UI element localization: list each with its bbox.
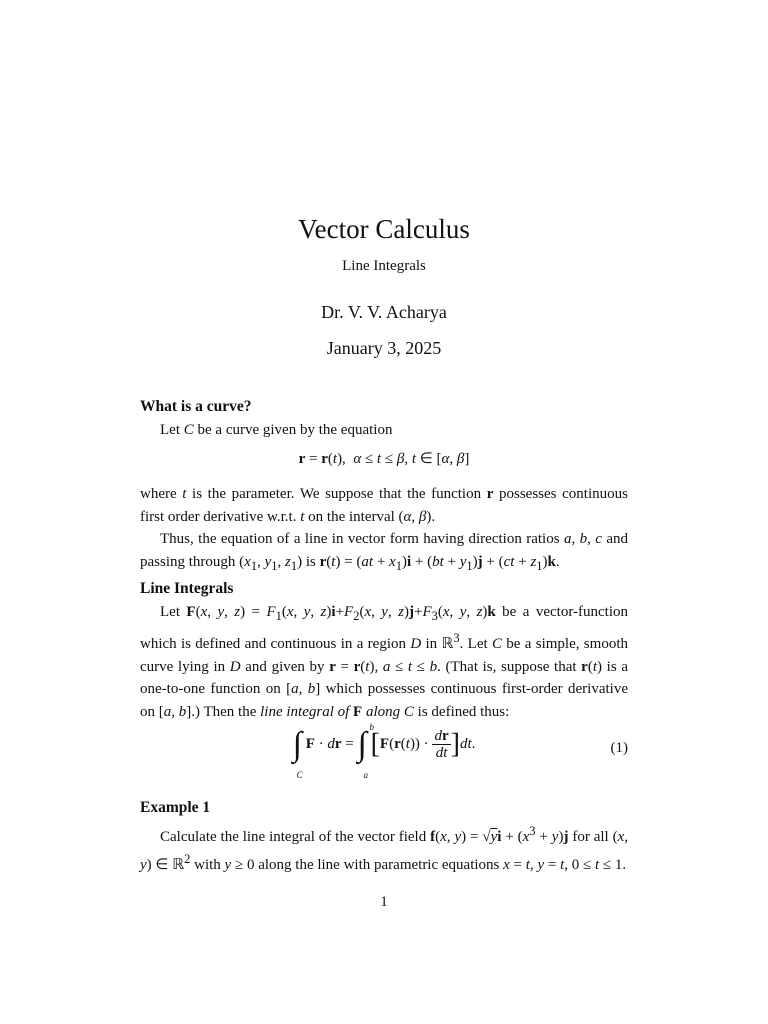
curve-intro-text: Let C be a curve given by the equation xyxy=(160,421,393,438)
section-what-is-a-curve xyxy=(140,396,628,441)
parameter-paragraph: where t is the parameter. We suppose that the function r possesses continuous first order derivative w.r.t. t on the interval (α, β). xyxy=(140,486,628,525)
curve-equation: r = r(t), α ≤ t ≤ β, t ∈ [α, β] xyxy=(298,451,470,467)
curve-explanation xyxy=(140,483,628,577)
example-1 xyxy=(140,797,628,877)
document-date: January 3, 2025 xyxy=(326,338,442,358)
section-line-integrals xyxy=(140,578,628,723)
example-1-text: Calculate the line integral of the vector field f(x, $y) = √yi + (x^3 + y)j$ for all (x, y) ∈ ℝ$^2$ with y ≥ 0 along the line with parametric equations x = t, y = t, 0 ≤ t ≤ 1. xyxy=(140,823,628,873)
line-integral-definition: Let F(x, y, $z) = F_1(x$, y, $z)i+F_2(x$, y, $z)j+F_3(x$, y, z)k be a vector-function which is defined and continuous in a region D in ℝ$^3$. Let C be a simple, smooth curve lying in D and given by r = r(t), a ≤ t ≤ b. (That is, suppose that r(t) is a one-to-one function on [a, b] which possesses continuous first-order derivative on [a, b].) Then the line integral of F along C is defined thus: xyxy=(140,603,628,720)
page-number: 1 xyxy=(380,894,388,910)
section-heading: Line Integrals xyxy=(140,580,234,597)
equation-number: (1) xyxy=(610,740,628,756)
example-heading: Example 1 xyxy=(140,799,211,816)
line-vector-paragraph: Thus, the equation of a line in vector form having direction ratios a, b, c and passing through ($x_1$, $y_1$, $z_1$) is $r(t) = (at + x_1)i + (bt + y_1)j + (ct + z_1)k$. xyxy=(140,531,628,573)
author-name: Dr. V. V. Acharya xyxy=(321,302,447,322)
document-title: Vector Calculus xyxy=(298,214,470,244)
line-integral-equation: ∫ C F · dr = ∫ b a [F(r(t)) · $\frac{dr}{dt}$ ]dt. (1) xyxy=(292,721,628,780)
document-subtitle: Line Integrals xyxy=(342,258,426,274)
section-heading: What is a curve? xyxy=(140,398,252,415)
